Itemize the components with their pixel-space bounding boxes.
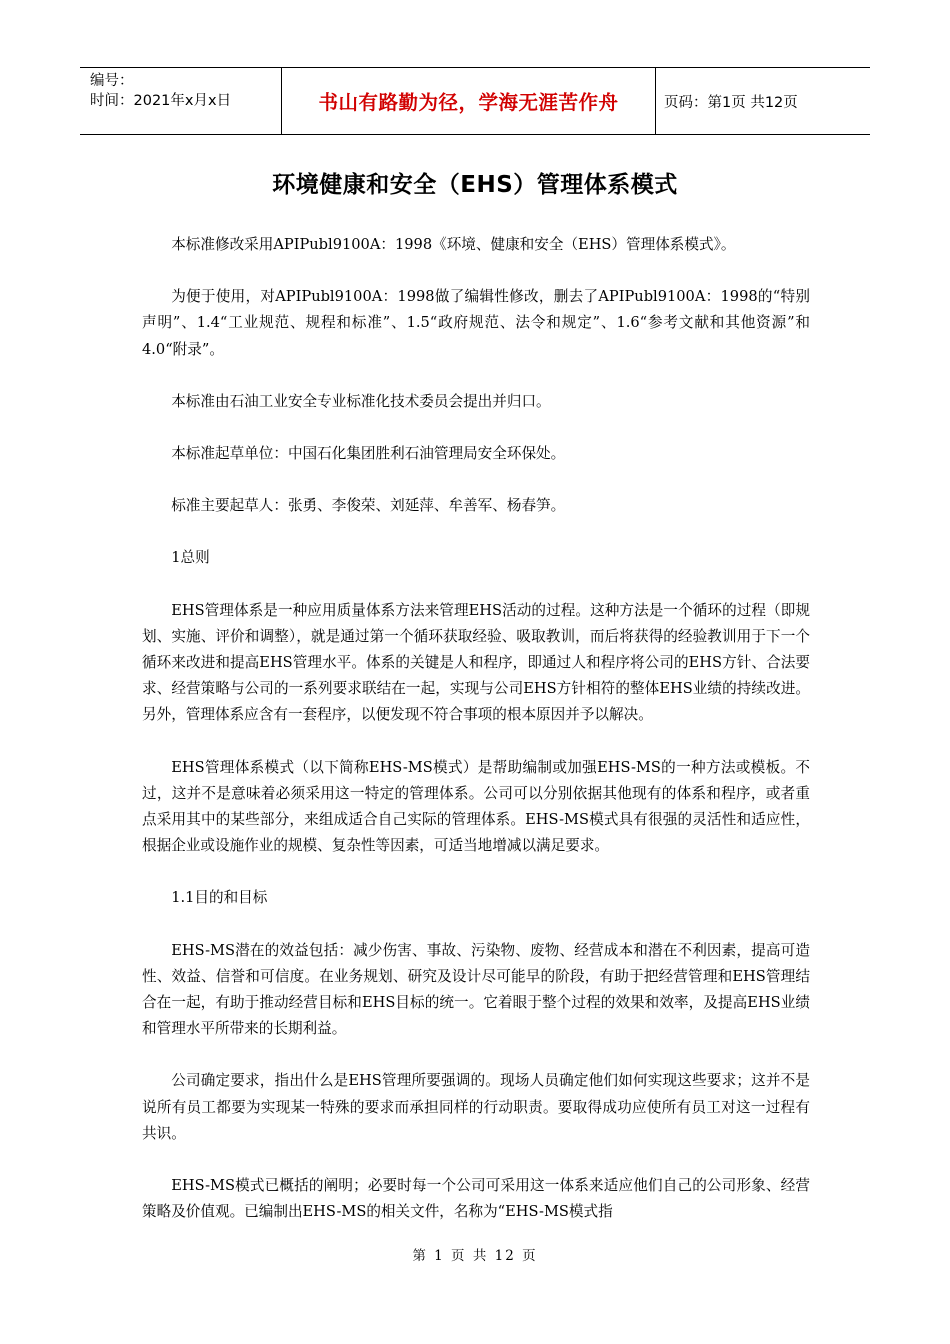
number-label: 编号：	[90, 73, 134, 89]
document-title: 环境健康和安全（EHS）管理体系模式	[272, 172, 678, 198]
header-motto: 书山有路勤为径，学海无涯苦作舟	[281, 68, 656, 134]
paragraph: 本标准由石油工业安全专业标准化技术委员会提出并归口。	[171, 392, 551, 410]
paragraph: EHS管理体系模式（以下简称EHS-MS模式）是帮助编制或加强EHS-MS的一种方法或模板。不过，这并不是意味着必须采用这一特定的管理体系。公司可以分别依据其他现有的体系和程序，或者重点采用其中的某些部分，来组成适合自己实际的管理体系。EHS-MS模式具有很强的灵活性和适应性，根据企业或设施作业的规模、复杂性等因素，可适当地增减以满足要求。	[142, 758, 810, 855]
paragraph: 为便于使用，对APIPubl9100A：1998做了编辑性修改，删去了APIPubl9100A：1998的“特别声明”、1.4“工业规范、规程和标准”、1.5“政府规范、法令和规定”、1.6“参考文献和其他资源”和4.0“附录”。	[142, 288, 810, 358]
paragraph: 本标准修改采用APIPubl9100A：1998《环境、健康和安全（EHS）管理体系模式》。	[171, 236, 736, 253]
page-footer: 第 1 页 共 12 页	[412, 1248, 538, 1264]
paragraph: 本标准起草单位：中国石化集团胜利石油管理局安全环保处。	[171, 445, 566, 463]
header-page-info: 页码：第1页 共12页	[664, 94, 798, 111]
paragraph: 公司确定要求，指出什么是EHS管理所要强调的。现场人员确定他们如何实现这些要求；这并不是说所有员工都要为实现某一特殊的要求而承担同样的行动职责。要取得成功应使所有员工对这一过程有共识。	[142, 1072, 810, 1142]
section-heading: 1.1目的和目标	[171, 889, 268, 907]
time-label: 时间：2021年x月x日	[90, 93, 232, 109]
document-body	[142, 232, 810, 1251]
paragraph: 标准主要起草人：张勇、李俊荣、刘延萍、牟善军、杨春笋。	[171, 497, 566, 515]
section-heading: 1总则	[171, 549, 210, 567]
document-header	[80, 67, 870, 135]
paragraph: EHS-MS模式已概括的阐明；必要时每一个公司可采用这一体系来适应他们自己的公司形象、经营策略及价值观。已编制出EHS-MS的相关文件，名称为“EHS-MS模式指	[142, 1177, 810, 1221]
header-meta	[80, 68, 281, 134]
paragraph: EHS管理体系是一种应用质量体系方法来管理EHS活动的过程。这种方法是一个循环的过程（即规划、实施、评价和调整），就是通过第一个循环获取经验、吸取教训，而后将获得的经验教训用于下一个循环来改进和提高EHS管理水平。体系的关键是人和程序，即通过人和程序将公司的EHS方针、合法要求、经营策略与公司的一系列要求联结在一起，实现与公司EHS方针相符的整体EHS业绩的持续改进。另外，管理体系应含有一套程序，以便发现不符合事项的根本原因并予以解决。	[142, 601, 810, 724]
paragraph: EHS-MS潜在的效益包括：减少伤害、事故、污染物、废物、经营成本和潜在不利因素，提高可造性、效益、信誉和可信度。在业务规划、研究及设计尽可能早的阶段，有助于把经营管理和EHS管理结合在一起，有助于推动经营目标和EHS目标的统一。它着眼于整个过程的效果和效率，及提高EHS业绩和管理水平所带来的长期利益。	[142, 941, 810, 1038]
